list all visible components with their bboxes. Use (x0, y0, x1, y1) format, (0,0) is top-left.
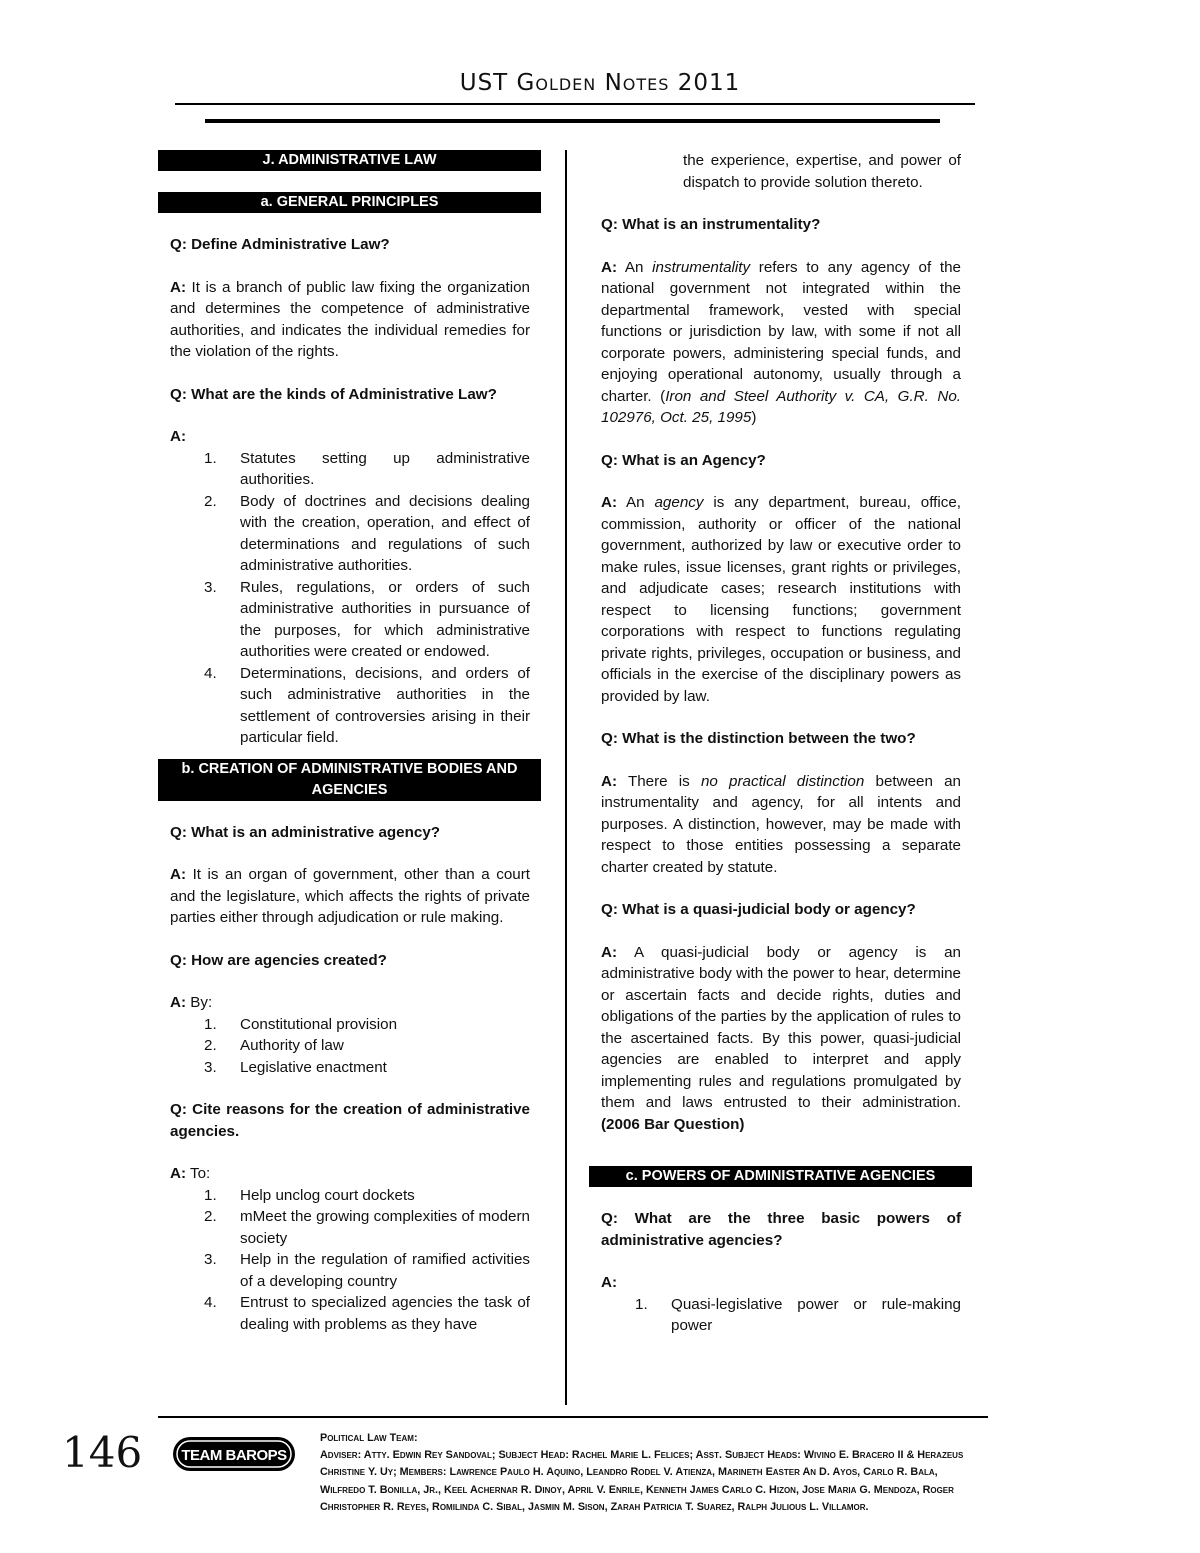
powers-list (601, 1294, 961, 1337)
answer-instrumentality: A: An instrumentality refers to any agency of the national government not integrated within the departmental framework, vested with special functions or jurisdiction by law, with some if not all corporate powers, administering special funds, and enjoying operational autonomy, usually through a charter. (Iron and Steel Authority v. CA, G.R. No. 102976, Oct. 25, 1995) (601, 258, 961, 426)
header-rule-top (175, 103, 975, 105)
list-item: 1. Statutes setting up administrative authorities. (204, 449, 530, 488)
question-define-admin-law: Q: Define Administrative Law? (170, 236, 390, 253)
list-item: 3. Help in the regulation of ramified activities of a developing country (204, 1251, 530, 1290)
list-item: 2. mMeet the growing complexities of modern society (204, 1208, 530, 1247)
credits-text: Adviser: Atty. Edwin Rey Sandoval; Subject Head: Rachel Marie L. Felices; Asst. Subject Heads: Wivino E. Bracero II & Herazeus Christine Y. Uy; Members: Lawrence Paulo H. Aquino, Leandro Rodel V. Atienza, Marineth Easter An D. Ayos, Carlo R. Bala, Wilfredo T. Bonilla, Jr., Keel Achernar R. Dinoy, April V. Enrile, Kenneth James Carlo C. Hizon, Jose Maria G. Mendoza, Roger Christopher R. Reyes, Romilinda C. Sibal, Jasmin M. Sison, Zarah Patricia T. Suarez, Ralph Julious L. Villamor. (320, 1449, 964, 1513)
question-agency: Q: What is an Agency? (601, 451, 766, 469)
svg-text:TEAM BAROPS: TEAM BAROPS (181, 1447, 287, 1464)
answer-distinction: A: There is no practical distinction between an instrumentality and agency, for all intents and purposes. A distinction, however, may be made with respect to those entities possessing a separate charter created by statute. (601, 772, 961, 876)
header-rule-bottom (205, 119, 940, 123)
question-quasi-judicial: Q: What is a quasi-judicial body or agency? (601, 901, 916, 918)
list-item: 1. Help unclog court dockets (204, 1186, 415, 1204)
list-item: 1. Constitutional provision (204, 1015, 398, 1033)
list-continuation: the experience, expertise, and power of dispatch to provide solution thereto. (683, 152, 961, 191)
answer-agencies-created: A: By: (170, 994, 213, 1011)
running-header: UST Golden Notes 2011 (459, 70, 741, 96)
section-heading-a: a. GENERAL PRINCIPLES (158, 192, 541, 213)
list-item: 4. Entrust to specialized agencies the task of dealing with problems as they have (204, 1294, 530, 1333)
answer-kinds-label: A: (170, 428, 187, 445)
answer-three-powers-label: A: (601, 1274, 618, 1291)
question-reasons-creation: Q: Cite reasons for the creation of administrative agencies. (170, 1101, 530, 1140)
answer-admin-agency: A: It is an organ of government, other than a court and the legislature, which affects the rights of private parties either through adjudication or rule making. (170, 866, 530, 926)
question-admin-agency: Q: What is an administrative agency? (170, 823, 441, 841)
reasons-list (170, 1185, 530, 1336)
answer-reasons-creation: A: To: (170, 1165, 211, 1182)
section-heading-b: b. CREATION OF ADMINISTRATIVE BODIES AND AGENCIES (158, 759, 541, 801)
question-distinction: Q: What is the distinction between the two? (601, 730, 916, 747)
column-divider (565, 150, 567, 1405)
question-three-powers: Q: What are the three basic powers of administrative agencies? (601, 1210, 961, 1249)
team-barops-logo (172, 1436, 296, 1472)
right-column (589, 150, 972, 1337)
answer-quasi-judicial: A: A quasi-judicial body or agency is an administrative body with the power to hear, determine or ascertain facts and decide rights, duties and obligations of the parties by the application of rules to the ascertained facts. By this power, quasi-judicial agencies are enabled to interpret and apply implementing rules and regulations promulgated by them and laws entrusted to their administration. (2006 Bar Question) (601, 943, 961, 1133)
kinds-list (170, 448, 530, 749)
page-number: 146 (62, 1428, 143, 1477)
question-kinds-admin-law: Q: What are the kinds of Administrative Law? (170, 385, 497, 403)
left-column (158, 150, 541, 1335)
footer-rule (158, 1416, 988, 1418)
list-item: 1. Quasi-legislative power or rule-making power (635, 1295, 961, 1334)
question-instrumentality: Q: What is an instrumentality? (601, 216, 821, 233)
answer-agency: A: An agency is any department, bureau, office, commission, authority or officer of the national government, authorized by law or executive order to make rules, issue licenses, grant rights or privileges, and adjudicate cases; research institutions with respect to licensing functions; government corporations with respect to functions regulating private rights, privileges, occupation or business, and officials in the exercise of the disciplinary powers as provided by law. (601, 494, 961, 705)
list-item: 3. Rules, regulations, or orders of such administrative authorities in pursuance of the purposes, for which administrative authorities were created or endowed. (204, 578, 530, 660)
answer-define-admin-law: A: It is a branch of public law fixing the organization and determines the competence of administrative authorities, and indicates the individual remedies for the violation of the rights. (170, 278, 530, 360)
list-item: 2. Authority of law (204, 1037, 344, 1054)
list-item: 2. Body of doctrines and decisions dealing with the creation, operation, and effect of determinations and regulations of such administrative authorities. (204, 492, 530, 574)
list-item: 4. Determinations, decisions, and orders of such administrative authorities in the settlement of controversies arising in their particular field. (204, 664, 530, 746)
section-heading-j: J. ADMINISTRATIVE LAW (158, 150, 541, 171)
team-credits (320, 1430, 980, 1516)
section-heading-c: c. POWERS OF ADMINISTRATIVE AGENCIES (589, 1166, 972, 1187)
creation-list (170, 1014, 530, 1079)
question-agencies-created: Q: How are agencies created? (170, 951, 387, 969)
team-label: Political Law Team: (320, 1432, 418, 1444)
list-item: 3. Legislative enactment (204, 1058, 387, 1076)
